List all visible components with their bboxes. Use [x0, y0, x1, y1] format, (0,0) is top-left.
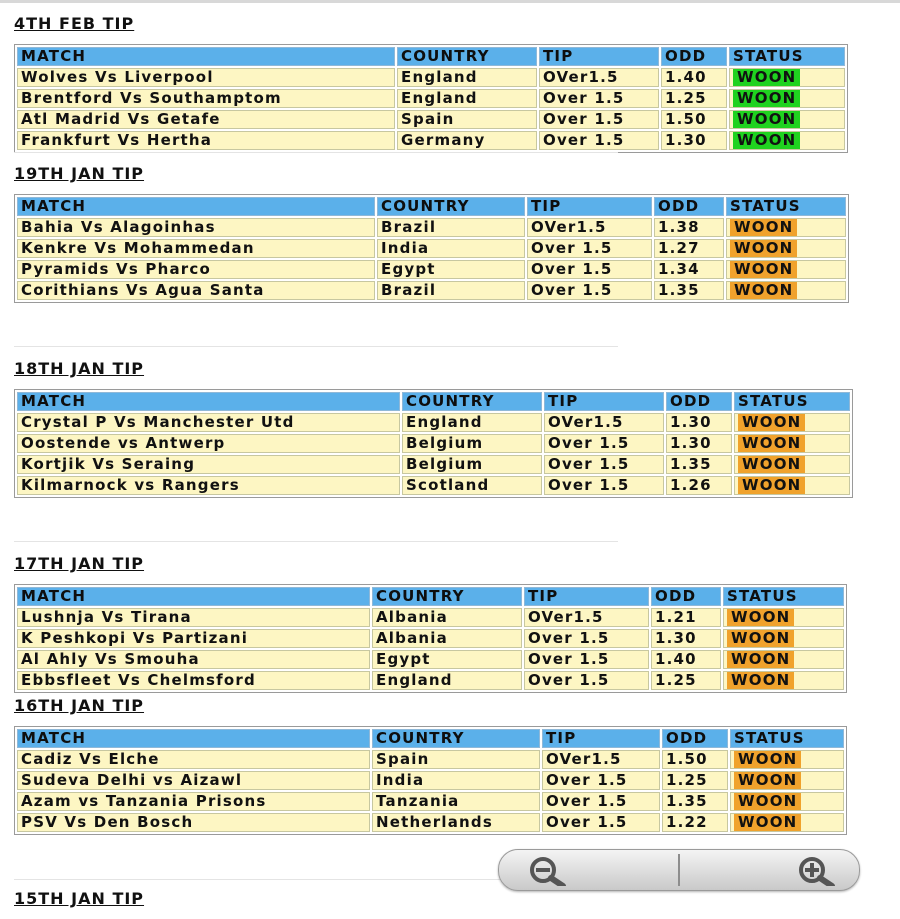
match-cell: Corithians Vs Agua Santa: [17, 281, 375, 300]
column-header: STATUS: [730, 729, 844, 748]
status-cell: [726, 260, 846, 279]
tip-cell: Over 1.5: [539, 131, 659, 150]
match-cell: K Peshkopi Vs Partizani: [17, 629, 370, 648]
table-row: [17, 131, 845, 150]
tip-section: [14, 14, 848, 153]
section-title: 18TH JAN TIP: [14, 359, 145, 378]
status-badge: WOON: [738, 477, 805, 494]
zoom-in-button[interactable]: [680, 850, 858, 890]
tips-table: [14, 726, 847, 835]
odd-cell: 1.40: [651, 650, 721, 669]
odd-cell: 1.40: [661, 68, 727, 87]
status-cell: [726, 281, 846, 300]
tip-section: [14, 554, 847, 693]
status-cell: [723, 629, 844, 648]
match-cell: Azam vs Tanzania Prisons: [17, 792, 370, 811]
status-badge: WOON: [727, 672, 794, 689]
table-row: [17, 455, 850, 474]
odd-cell: 1.30: [651, 629, 721, 648]
tip-cell: Over 1.5: [524, 671, 649, 690]
country-cell: Germany: [397, 131, 537, 150]
status-cell: [734, 476, 850, 495]
match-cell: Atl Madrid Vs Getafe: [17, 110, 395, 129]
country-cell: Netherlands: [372, 813, 540, 832]
tip-cell: Over 1.5: [544, 434, 664, 453]
tip-cell: Over 1.5: [544, 455, 664, 474]
match-cell: Kortjik Vs Seraing: [17, 455, 400, 474]
table-header-row: [17, 587, 844, 606]
status-cell: [734, 455, 850, 474]
status-badge: WOON: [727, 609, 794, 626]
column-header: MATCH: [17, 392, 400, 411]
status-badge: WOON: [727, 651, 794, 668]
column-header: STATUS: [729, 47, 845, 66]
column-header: TIP: [524, 587, 649, 606]
status-cell: [723, 650, 844, 669]
status-cell: [729, 89, 845, 108]
status-cell: [729, 68, 845, 87]
table-row: [17, 813, 844, 832]
country-cell: Brazil: [377, 281, 525, 300]
table-row: [17, 650, 844, 669]
table-row: [17, 750, 844, 769]
table-header-row: [17, 392, 850, 411]
odd-cell: 1.30: [666, 434, 732, 453]
divider: [14, 541, 618, 542]
section-15th-jan: [14, 889, 144, 919]
column-header: ODD: [654, 197, 724, 216]
zoom-control: [498, 849, 860, 891]
divider: [14, 152, 618, 153]
tip-cell: Over 1.5: [542, 792, 660, 811]
odd-cell: 1.22: [662, 813, 728, 832]
section-title: 4TH FEB TIP: [14, 14, 135, 33]
section-title: 16TH JAN TIP: [14, 696, 145, 715]
status-badge: WOON: [734, 814, 801, 831]
match-cell: Brentford Vs Southamptom: [17, 89, 395, 108]
match-cell: Lushnja Vs Tirana: [17, 608, 370, 627]
status-badge: WOON: [738, 456, 805, 473]
match-cell: Wolves Vs Liverpool: [17, 68, 395, 87]
tips-table: [14, 584, 847, 693]
match-cell: Cadiz Vs Elche: [17, 750, 370, 769]
status-badge: WOON: [734, 772, 801, 789]
status-badge: WOON: [738, 435, 805, 452]
divider: [14, 346, 618, 347]
tips-table: [14, 194, 849, 303]
country-cell: Tanzania: [372, 792, 540, 811]
country-cell: Spain: [372, 750, 540, 769]
country-cell: England: [397, 68, 537, 87]
status-cell: [729, 110, 845, 129]
column-header: COUNTRY: [402, 392, 542, 411]
column-header: STATUS: [726, 197, 846, 216]
tip-cell: OVer1.5: [544, 413, 664, 432]
tip-cell: Over 1.5: [542, 813, 660, 832]
status-cell: [734, 413, 850, 432]
status-cell: [723, 671, 844, 690]
odd-cell: 1.35: [654, 281, 724, 300]
status-cell: [729, 131, 845, 150]
country-cell: England: [397, 89, 537, 108]
status-badge: WOON: [730, 219, 797, 236]
table-row: [17, 89, 845, 108]
odd-cell: 1.25: [651, 671, 721, 690]
table-row: [17, 281, 846, 300]
table-row: [17, 771, 844, 790]
country-cell: Egypt: [377, 260, 525, 279]
country-cell: Belgium: [402, 455, 542, 474]
column-header: STATUS: [734, 392, 850, 411]
odd-cell: 1.38: [654, 218, 724, 237]
odd-cell: 1.35: [662, 792, 728, 811]
match-cell: Frankfurt Vs Hertha: [17, 131, 395, 150]
match-cell: Sudeva Delhi vs Aizawl: [17, 771, 370, 790]
column-header: ODD: [662, 729, 728, 748]
status-badge: WOON: [730, 282, 797, 299]
status-badge: WOON: [734, 751, 801, 768]
status-cell: [734, 434, 850, 453]
country-cell: England: [372, 671, 522, 690]
odd-cell: 1.25: [661, 89, 727, 108]
tip-cell: OVer1.5: [524, 608, 649, 627]
odd-cell: 1.35: [666, 455, 732, 474]
tip-cell: Over 1.5: [527, 260, 652, 279]
tips-table: [14, 389, 853, 498]
status-cell: [730, 750, 844, 769]
tip-cell: Over 1.5: [524, 629, 649, 648]
table-row: [17, 110, 845, 129]
tip-cell: Over 1.5: [539, 89, 659, 108]
tip-cell: OVer1.5: [527, 218, 652, 237]
top-border: [0, 0, 900, 3]
table-row: [17, 218, 846, 237]
table-row: [17, 260, 846, 279]
column-header: COUNTRY: [397, 47, 537, 66]
status-badge: WOON: [727, 630, 794, 647]
tip-cell: OVer1.5: [542, 750, 660, 769]
country-cell: Albania: [372, 608, 522, 627]
column-header: MATCH: [17, 197, 375, 216]
country-cell: Brazil: [377, 218, 525, 237]
status-cell: [726, 218, 846, 237]
table-row: [17, 671, 844, 690]
country-cell: Spain: [397, 110, 537, 129]
status-badge: WOON: [733, 111, 800, 128]
zoom-out-icon: [521, 856, 581, 886]
odd-cell: 1.50: [662, 750, 728, 769]
zoom-in-icon: [790, 856, 850, 886]
match-cell: Bahia Vs Alagoinhas: [17, 218, 375, 237]
status-cell: [730, 771, 844, 790]
tip-cell: OVer1.5: [539, 68, 659, 87]
tip-section: [14, 164, 849, 303]
status-badge: WOON: [730, 240, 797, 257]
table-header-row: [17, 47, 845, 66]
match-cell: Al Ahly Vs Smouha: [17, 650, 370, 669]
table-header-row: [17, 197, 846, 216]
tip-cell: Over 1.5: [527, 281, 652, 300]
table-row: [17, 629, 844, 648]
country-cell: Scotland: [402, 476, 542, 495]
section-title: 15TH JAN TIP: [14, 889, 145, 908]
section-title: 17TH JAN TIP: [14, 554, 145, 573]
column-header: MATCH: [17, 47, 395, 66]
table-row: [17, 413, 850, 432]
table-row: [17, 792, 844, 811]
status-badge: WOON: [734, 793, 801, 810]
status-cell: [723, 608, 844, 627]
table-header-row: [17, 729, 844, 748]
tip-cell: Over 1.5: [524, 650, 649, 669]
country-cell: India: [377, 239, 525, 258]
table-row: [17, 476, 850, 495]
odd-cell: 1.21: [651, 608, 721, 627]
table-row: [17, 434, 850, 453]
country-cell: Albania: [372, 629, 522, 648]
odd-cell: 1.50: [661, 110, 727, 129]
odd-cell: 1.25: [662, 771, 728, 790]
tip-cell: Over 1.5: [527, 239, 652, 258]
status-badge: WOON: [733, 69, 800, 86]
match-cell: Ebbsfleet Vs Chelmsford: [17, 671, 370, 690]
tip-section: [14, 359, 853, 498]
section-title: 19TH JAN TIP: [14, 164, 145, 183]
tip-cell: Over 1.5: [542, 771, 660, 790]
column-header: COUNTRY: [372, 587, 522, 606]
column-header: STATUS: [723, 587, 844, 606]
odd-cell: 1.34: [654, 260, 724, 279]
tip-section: [14, 696, 847, 835]
match-cell: Pyramids Vs Pharco: [17, 260, 375, 279]
odd-cell: 1.30: [661, 131, 727, 150]
status-cell: [730, 813, 844, 832]
table-row: [17, 608, 844, 627]
column-header: TIP: [527, 197, 652, 216]
status-badge: WOON: [738, 414, 805, 431]
status-cell: [726, 239, 846, 258]
match-cell: Oostende vs Antwerp: [17, 434, 400, 453]
tip-cell: Over 1.5: [539, 110, 659, 129]
status-badge: WOON: [730, 261, 797, 278]
status-badge: WOON: [733, 132, 800, 149]
country-cell: India: [372, 771, 540, 790]
country-cell: Egypt: [372, 650, 522, 669]
odd-cell: 1.26: [666, 476, 732, 495]
table-row: [17, 68, 845, 87]
status-cell: [730, 792, 844, 811]
odd-cell: 1.30: [666, 413, 732, 432]
country-cell: England: [402, 413, 542, 432]
column-header: TIP: [539, 47, 659, 66]
status-badge: WOON: [733, 90, 800, 107]
column-header: COUNTRY: [377, 197, 525, 216]
match-cell: Crystal P Vs Manchester Utd: [17, 413, 400, 432]
column-header: ODD: [661, 47, 727, 66]
column-header: MATCH: [17, 587, 370, 606]
column-header: MATCH: [17, 729, 370, 748]
match-cell: Kenkre Vs Mohammedan: [17, 239, 375, 258]
column-header: ODD: [666, 392, 732, 411]
tip-cell: Over 1.5: [544, 476, 664, 495]
column-header: ODD: [651, 587, 721, 606]
zoom-out-button[interactable]: [499, 850, 677, 890]
tips-table: [14, 44, 848, 153]
column-header: TIP: [544, 392, 664, 411]
match-cell: Kilmarnock vs Rangers: [17, 476, 400, 495]
match-cell: PSV Vs Den Bosch: [17, 813, 370, 832]
column-header: TIP: [542, 729, 660, 748]
country-cell: Belgium: [402, 434, 542, 453]
odd-cell: 1.27: [654, 239, 724, 258]
table-row: [17, 239, 846, 258]
column-header: COUNTRY: [372, 729, 540, 748]
